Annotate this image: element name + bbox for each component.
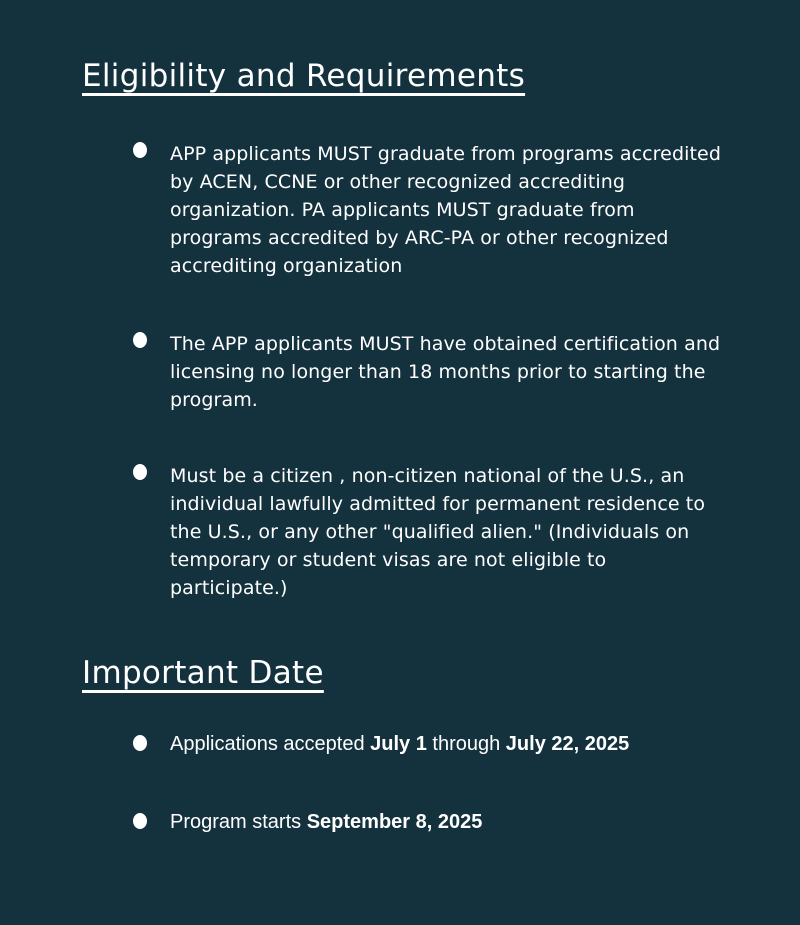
list-item xyxy=(133,140,725,280)
bullet-dot-icon xyxy=(133,735,147,751)
eligibility-heading: Eligibility and Requirements xyxy=(82,58,526,94)
list-item xyxy=(133,462,725,602)
list-item xyxy=(133,330,725,414)
bullet-text xyxy=(170,811,482,833)
bullet-text xyxy=(170,733,629,755)
bullet-text: Must be a citizen , non-citizen national of the U.S., an individual lawfully admitted for permanent residence to the U.S., or any other "qualified alien." (Individuals on temporary or student visas are not eligible to participate.) xyxy=(170,465,706,599)
list-item xyxy=(133,731,790,757)
bullet-text-segment: Applications accepted xyxy=(170,733,371,755)
bullet-text-bold-segment: July 1 xyxy=(370,733,427,755)
bullet-text-segment: through xyxy=(426,733,506,755)
bullet-text: APP applicants MUST graduate from programs accredited by ACEN, CCNE or other recognized accrediting organization. PA applicants MUST graduate from programs accredited by ARC-PA or other recognized accrediting organization xyxy=(170,143,721,277)
bullet-text-segment: Program starts xyxy=(170,811,307,833)
list-item xyxy=(133,809,790,835)
bullet-text-bold-segment: July 22, 2025 xyxy=(505,733,630,755)
bullet-text-bold-segment: September 8, 2025 xyxy=(306,811,483,833)
bullet-dot-icon xyxy=(133,142,147,158)
important-date-heading: Important Date xyxy=(82,655,324,691)
bullet-dot-icon xyxy=(133,464,147,480)
bullet-dot-icon xyxy=(133,813,147,829)
bullet-text: The APP applicants MUST have obtained certification and licensing no longer than 18 months prior to starting the program. xyxy=(170,333,721,411)
bullet-dot-icon xyxy=(133,332,147,348)
